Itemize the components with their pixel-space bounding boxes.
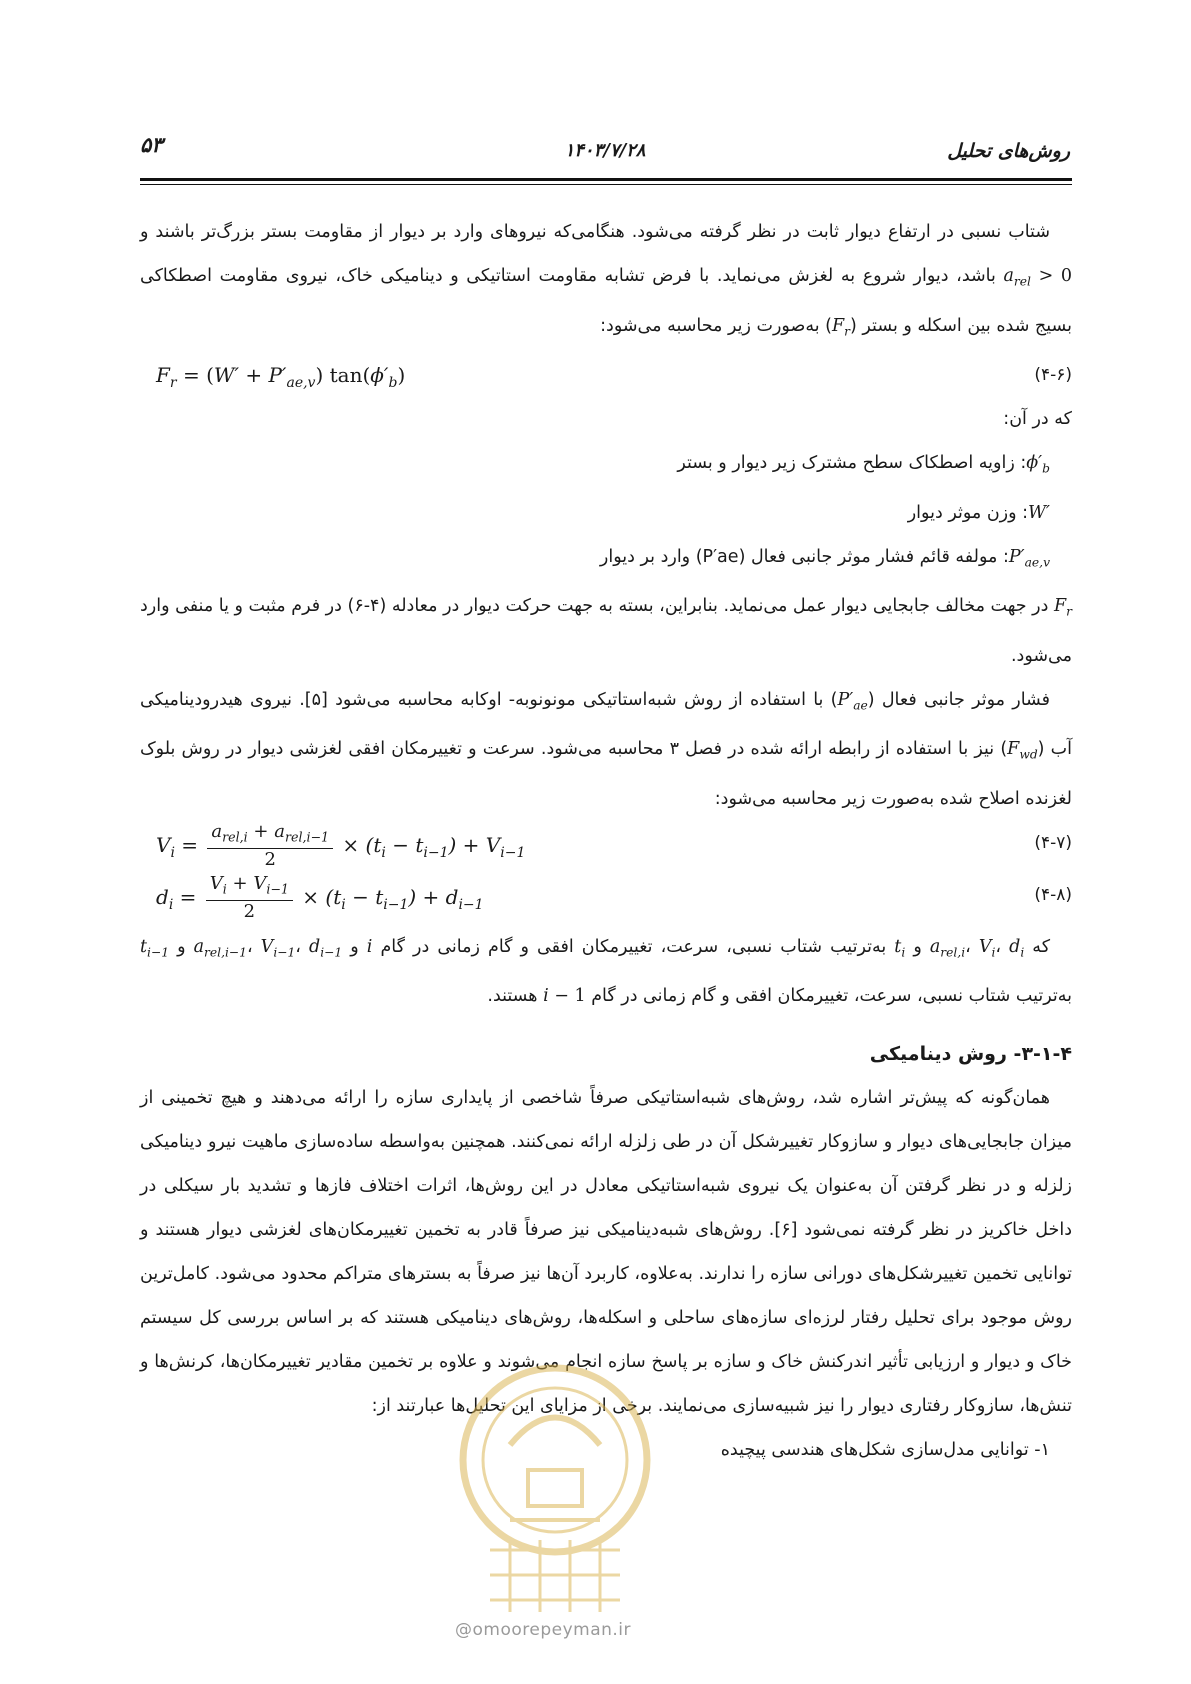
text-run: ) به‌صورت زیر محاسبه می‌شود: [600,315,832,336]
math-fr: $F_r$ [831,315,850,338]
math-a-rel: $a_{rel} > 0$ [1003,266,1072,289]
page-header [140,128,1070,168]
page-number: ۵۳ [140,132,163,157]
list-item: ۱- توانایی مدل‌سازی شکل‌های هندسی پیچیده [720,1440,1050,1460]
body-text [140,210,1072,1472]
math-f-wd: $F_{wd}$ [1007,739,1038,762]
equation-4-8 [140,873,1072,925]
paragraph-variable-definitions: که $a_{rel,i}،$ $V_i،$ $d_i$ و $t_i$ به‌ترتیب شتاب نسبی، سرعت، تغییرمکان افقی و گام زمانی در گام i و $a_{rel,i-1}،$ $V_{i-1}،$ $d_{i-1}$ و $t_{i-1}$ به‌ترتیب شتاب نسبی، سرعت، تغییرمکان افقی و گام زمانی در گام i − 1 هستند. [140,936,1072,1006]
equation-4-6-body: $F_r = (W' + P'_{ae,v})$ $\tan(\phi'_b)$ [156,363,406,391]
equation-4-8-body: $d_i$ = $\frac{V_i + V_{i-1}}{2}$ × $(t_i - t_{i-1}) + d_{i-1}$ [156,872,484,923]
header-rule-thick [140,178,1072,181]
definition-w: W′: وزن موثر دیوار [907,502,1050,523]
paragraph-dynamic-method: همان‌گونه که پیش‌تر اشاره شد، روش‌های شبه‌استاتیکی صرفاً شاخصی از پایداری سازه را ارائه می‌دهند و هیچ تخمینی از میزان جابجایی‌های دیوار و سازوکار تغییرشکل آن در طی زلزله ارائه نمی‌کنند. همچنین به‌واسطه ساده‌سازی ماهیت نیرو دینامیکی زلزله و در نظر گرفتن آن به‌عنوان یک نیروی شبه‌استاتیکی معادل در این روش‌ها، اثرات اختلاف فازها و تشدید بار سیکلی در داخل خاکریز در نظر گرفته نمی‌شود [۶]. روش‌های شبه‌دینامیکی نیز صرفاً قادر به تخمین تغییرمکان‌های لغزشی دیوار هستند و توانایی تخمین تغییرشکل‌های دورانی سازه را ندارند. به‌علاوه، کاربرد آن‌ها نیز صرفاً به بسترهای متراکم محدود می‌شود. کامل‌ترین روش موجود برای تحلیل رفتار لرزه‌ای سازه‌های ساحلی و اسکله‌ها، روش‌های دینامیکی هستند که بر اساس بررسی کل سیستم خاک و دیوار و ارزیابی تأثیر اندرکنش خاک و سازه بر پاسخ سازه انجام می‌شوند و علاوه بر تخمین مقادیر تغییرمکان‌ها، کرنش‌ها و تنش‌ها، سازوکار رفتاری دیوار را نیز شبیه‌سازی می‌نمایند. برخی از مزایای این تحلیل‌ها عبارتند از: [140,1088,1072,1416]
header-rule-thin [140,184,1072,185]
paragraph-fr-direction: $F_r$ در جهت مخالف جابجایی دیوار عمل می‌نماید. بنابراین، بسته به جهت حرکت دیوار در معادله (۴-۶) در فرم مثبت و یا منفی وارد می‌شود. [140,596,1073,666]
equation-4-7 [140,821,1072,873]
equation-number: (۴-۸) [1034,884,1072,905]
text-run: شتاب نسبی در ارتفاع دیوار ثابت در نظر گرفته می‌شود. هنگامی‌که نیروهای وارد بر دیوار از مقاومت بستر بزرگ‌تر باشند و [140,222,1050,242]
equation-4-6 [140,353,1072,397]
equation-number: (۴-۷) [1034,832,1072,853]
watermark-seal [450,1350,660,1620]
text-run: باشد، دیوار شروع به لغزش می‌نماید. با فرض تشابه مقاومت استاتیکی و دینامیکی خاک، نیروی مقاومت اصطکاکی بسیج شده بین اسکله و بستر ( [140,266,1072,336]
paragraph-sliding-condition [140,210,1072,353]
where-label: که در آن: [1003,409,1072,429]
section-heading: ۳-۱-۴- روش دینامیکی [869,1043,1072,1065]
definition-phi-b: $\phi'_b$: زاویه اصطکاک سطح مشترک زیر دیوار و بستر [677,453,1050,476]
equation-4-7-body: $V_i$ = $\frac{a_{rel,i} + a_{rel,i-1}}{2}$ × $(t_i - t_{i-1}) + V_{i-1}$ [156,820,526,871]
watermark-url: @omoorepeyman.ir [455,1620,632,1640]
paragraph-pressure: فشار موثر جانبی فعال $(P'_{ae})$ با استفاده از روش شبه‌استاتیکی مونونوبه- اوکابه محاسبه می‌شود [۵]. نیروی هیدرودینامیکی آب $(F_{wd})$ نیز با استفاده از رابطه ارائه شده در فصل ۳ محاسبه می‌شود. سرعت و تغییرمکان افقی لغزشی دیوار در روش بلوک لغزنده اصلاح شده به‌صورت زیر محاسبه می‌شود: [140,689,1072,809]
header-date: ۱۴۰۳/۷/۲۸ [564,140,646,161]
definition-p-ae-v: $P'_{ae,v}$: مولفه قائم فشار موثر جانبی فعال (P′ae) وارد بر دیوار [599,546,1050,569]
running-title: روش‌های تحلیل [947,140,1070,162]
equation-number: (۴-۶) [1034,365,1072,385]
math-p-ae: $P'_{ae}$ [837,689,868,712]
